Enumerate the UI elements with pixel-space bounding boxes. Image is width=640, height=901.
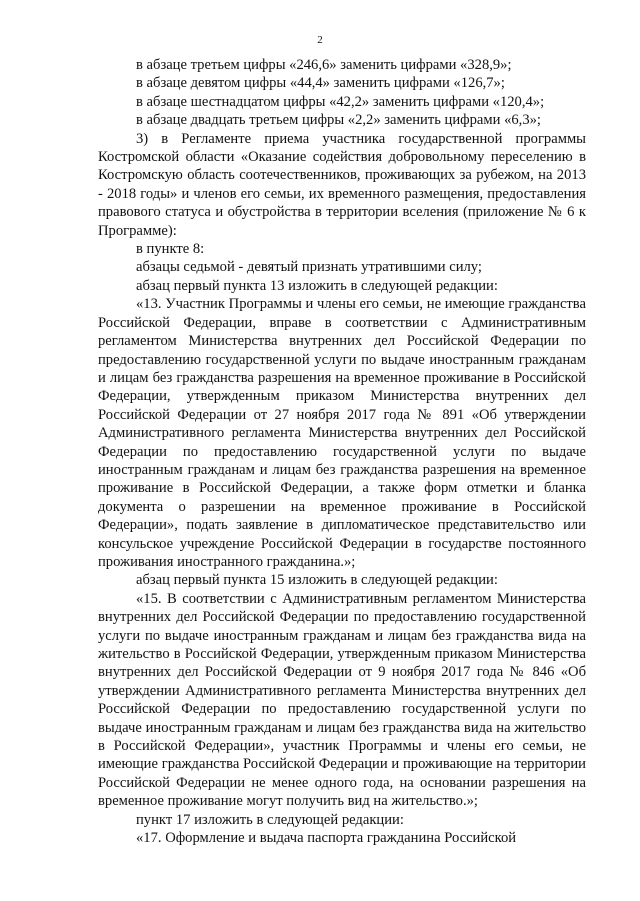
- paragraph-point-8: в пункте 8:: [136, 241, 205, 258]
- paragraph-point-15-text: «15. В соответствии с Административным регламентом Министерства внутренних дел Российской Федерации по предоставлению государственной услуги по выдаче иностранным гражданам и лицам без гражданства вида на жительство в Российской Федерации, утвержденным приказом Министерства внутренних дел Российской Федерации от 9 ноября 2017 года № 846 «Об утверждении Административного регламента Министерства внутренних дел Российской Федерации по предоставлению государственной услуги по выдаче иностранным гражданам и лицам без гражданства вида на жительство в Российской Федерации», участник Программы и члены его семьи, не имеющие гражданства Российской Федерации и проживающие на территории Российской Федерации не менее одного года, на основании разрешения на временное проживание могут получить вид на жительство.»;: [98, 590, 586, 810]
- paragraph-point-17-intro: пункт 17 изложить в следующей редакции:: [136, 811, 404, 828]
- paragraph-point-13-intro: абзац первый пункта 13 изложить в следующей редакции:: [136, 277, 498, 294]
- paragraph-regulation-intro: 3) в Регламенте приема участника государственной программы Костромской области «Оказание содействия добровольному переселению в Костромскую область соотечественников, проживающих за рубежом, на 2013 - 2018 годы» и членов его семьи, их временного размещения, предоставления правового статуса и обустройства в территории вселения (приложение № 6 к Программе):: [98, 130, 586, 239]
- paragraph-amendment-sixteenth: в абзаце шестнадцатом цифры «42,2» заменить цифрами «120,4»;: [136, 93, 545, 110]
- page-number: 2: [317, 34, 323, 46]
- paragraph-point-15-intro: абзац первый пункта 15 изложить в следующей редакции:: [136, 572, 498, 589]
- paragraph-amendment-ninth: в абзаце девятом цифры «44,4» заменить цифрами «126,7»;: [136, 75, 505, 92]
- paragraph-point-13-text: «13. Участник Программы и члены его семьи, не имеющие гражданства Российской Федерации, вправе в соответствии с Административным регламентом Министерства внутренних дел Российской Федерации по предоставлению государственной услуги по выдаче иностранным гражданам и лицам без гражданства разрешения на временное проживание в Российской Федерации, утвержденным приказом Министерства внутренних дел Российской Федерации от 27 ноября 2017 года № 891 «Об утверждении Административного регламента Министерства внутренних дел Российской Федерации по предоставлению государственной услуги по выдаче иностранным гражданам и лицам без гражданства разрешения на временное проживание в Российской Федерации, а также форм отметки и бланка документа о разрешении на временное проживание в Российской Федерации», подать заявление в дипломатическое представительство или консульское учреждение Российской Федерации в государстве постоянного проживания иностранного гражданина.»;: [98, 296, 586, 570]
- paragraph-void-clauses: абзацы седьмой - девятый признать утратившими силу;: [136, 259, 482, 276]
- paragraph-amendment-twenty-third: в абзаце двадцать третьем цифры «2,2» заменить цифрами «6,3»;: [136, 112, 541, 129]
- paragraph-point-17-text: «17. Оформление и выдача паспорта гражданина Российской: [136, 830, 517, 847]
- paragraph-amendment-third: в абзаце третьем цифры «246,6» заменить цифрами «328,9»;: [136, 57, 512, 73]
- document-body: [98, 56, 586, 847]
